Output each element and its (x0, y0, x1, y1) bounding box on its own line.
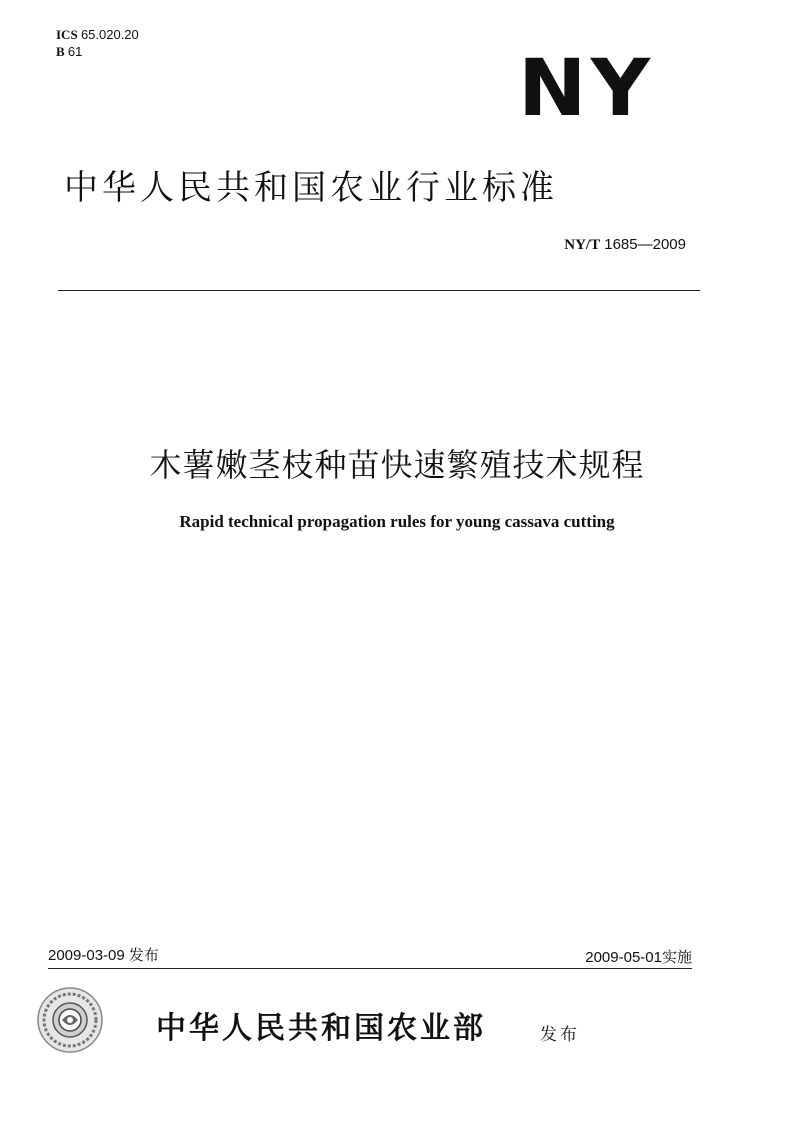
issue-date: 2009-03-09 (48, 947, 125, 964)
ics-value: 65.020.20 (80, 27, 139, 42)
ics-label: ICS (56, 27, 78, 42)
implement-date-block (585, 946, 692, 967)
ny-logo: NY (518, 44, 655, 134)
top-divider (58, 290, 700, 291)
issue-date-block (48, 944, 159, 965)
ics-line (56, 26, 139, 43)
issue-label: 发布 (128, 947, 159, 964)
document-title: 木薯嫩茎枝种苗快速繁殖技术规程 (149, 446, 645, 484)
implement-date: 2009-05-01 (585, 949, 662, 966)
issued-by-label: 发布 (540, 1025, 580, 1045)
class-value: 61 (67, 44, 83, 59)
standard-code-prefix: NY/T (564, 237, 601, 253)
ministry-emblem-icon (36, 986, 104, 1054)
standard-category-title: 中华人民共和国农业行业标准 (64, 168, 558, 208)
class-label: B (56, 44, 65, 59)
ministry-name: 中华人民共和国农业部 (156, 1011, 486, 1046)
bottom-divider (48, 968, 692, 969)
implement-label: 实施 (661, 949, 692, 966)
class-line (56, 43, 139, 60)
standard-code-number: 1685—2009 (604, 236, 686, 253)
classification-block (56, 26, 139, 60)
standard-code (564, 236, 686, 254)
document-subtitle: Rapid technical propagation rules for young cassava cutting (179, 512, 615, 531)
